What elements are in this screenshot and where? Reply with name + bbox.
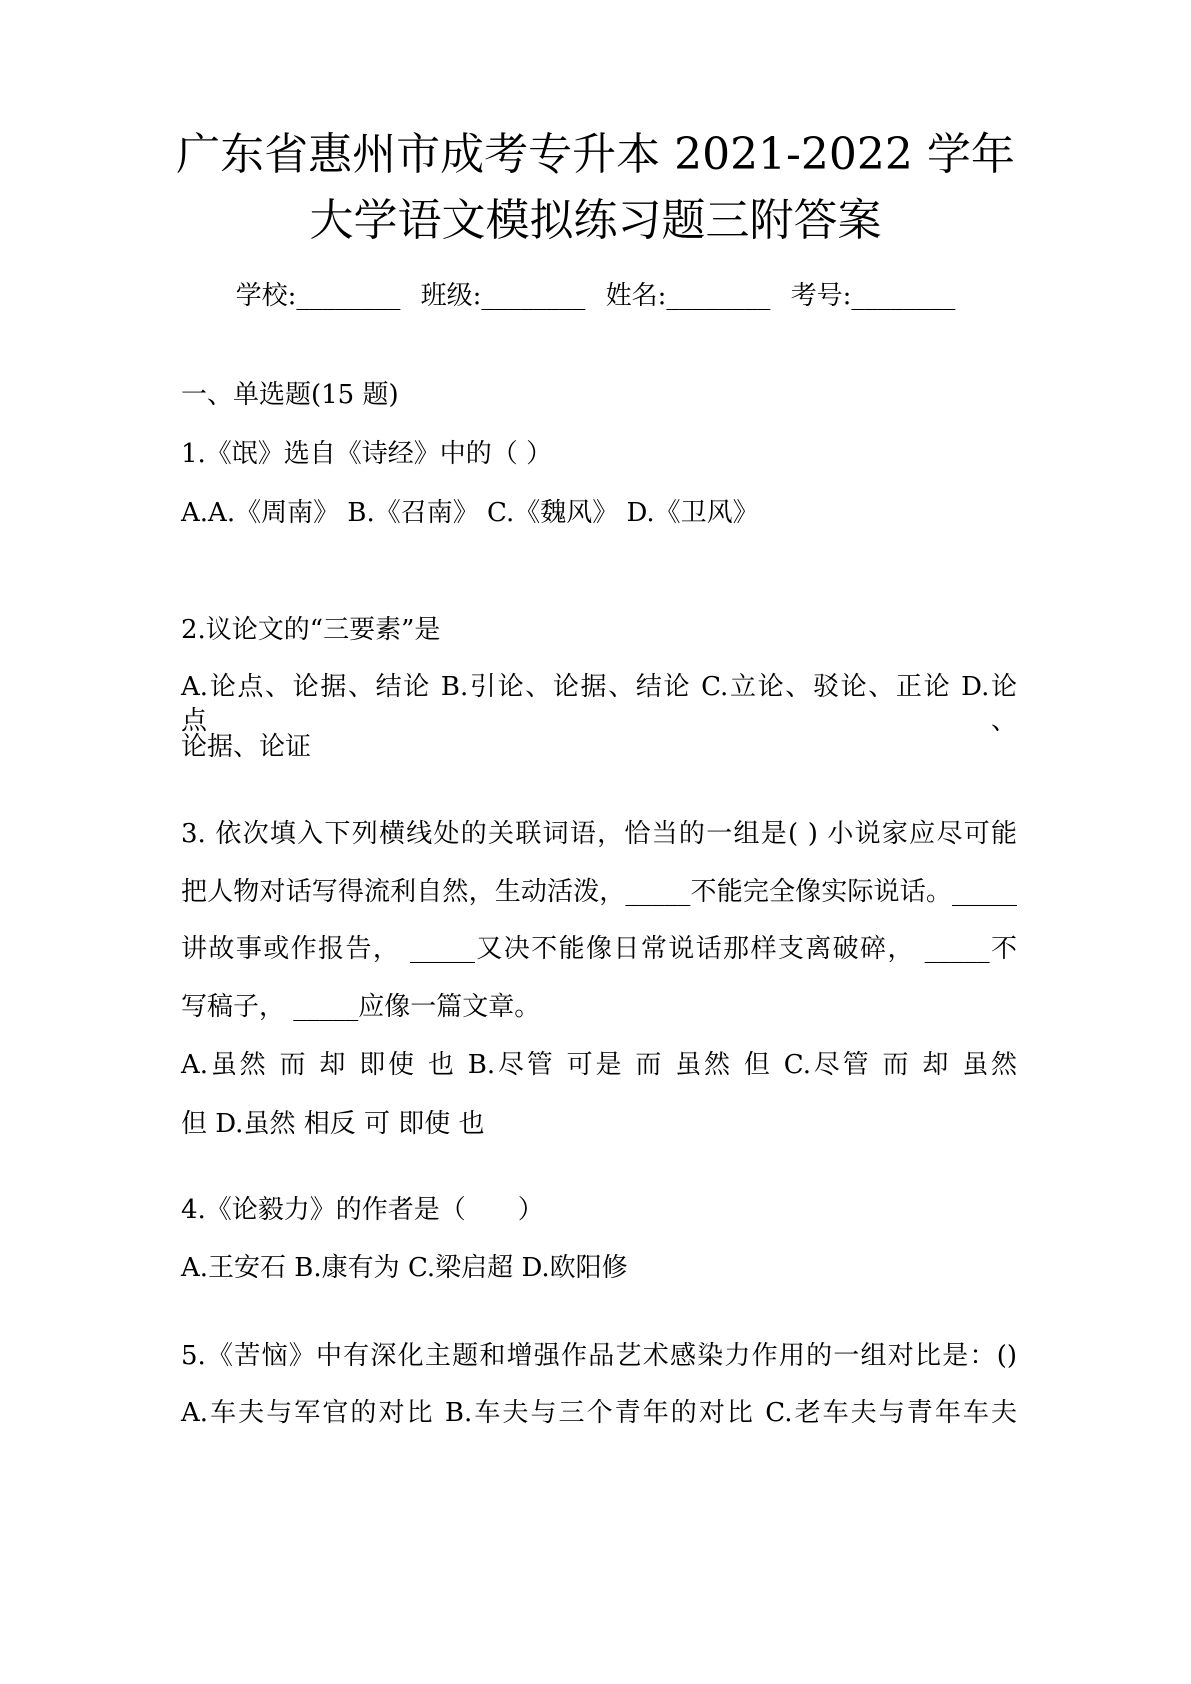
class-field: 班级:________ xyxy=(420,281,586,311)
question-4-options: A.王安石 B.康有为 C.梁启超 D.欧阳修 xyxy=(181,1253,628,1283)
question-5-stem: 5.《苦恼》中有深化主题和增强作品艺术感染力作用的一组对比是：() xyxy=(181,1341,1017,1371)
question-5-options-line-1: A.车夫与军官的对比 B.车夫与三个青年的对比 C.老车夫与青年车夫 xyxy=(181,1398,1017,1428)
document-title-line-2: 大学语文模拟练习题三附答案 xyxy=(309,195,882,246)
question-1-stem: 1.《氓》选自《诗经》中的（ ） xyxy=(181,439,553,469)
section-heading: 一、单选题(15 题) xyxy=(181,380,399,410)
exam-number-field: 考号:________ xyxy=(790,281,956,311)
question-1-options: A.A.《周南》 B.《召南》 C.《魏风》 D.《卫风》 xyxy=(181,498,759,528)
question-3-stem-line-2: 把人物对话写得流利自然，生动活泼，_____不能完全像实际说话。_____ xyxy=(181,877,1017,907)
question-3-options-line-1: A.虽然 而 却 即使 也 B.尽管 可是 而 虽然 但 C.尽管 而 却 虽然 xyxy=(181,1050,1017,1080)
student-info-line xyxy=(0,279,1191,313)
question-3-stem-line-3: 讲故事或作报告， _____又决不能像日常说话那样支离破碎， _____不 xyxy=(181,934,1017,964)
question-3-stem-line-1: 3. 依次填入下列横线处的关联词语，恰当的一组是( ) 小说家应尽可能 xyxy=(181,819,1017,849)
document-title-line-1: 广东省惠州市成考专升本 2021-2022 学年 xyxy=(176,129,1015,180)
question-3-stem-line-4: 写稿子， _____应像一篇文章。 xyxy=(181,992,541,1022)
question-4-stem: 4.《论毅力》的作者是（ ） xyxy=(181,1195,544,1225)
question-2-stem: 2.议论文的“三要素”是 xyxy=(181,615,441,645)
question-2-options-line-2: 论据、论证 xyxy=(181,732,312,762)
name-field: 姓名:________ xyxy=(605,281,771,311)
question-2-options-line-1: A.论点、论据、结论 B.引论、论据、结论 C.立论、驳论、正论 D.论点、 xyxy=(181,672,1017,736)
question-3-options-line-2: 但 D.虽然 相反 可 即使 也 xyxy=(181,1109,485,1139)
school-field: 学校:________ xyxy=(235,281,401,311)
